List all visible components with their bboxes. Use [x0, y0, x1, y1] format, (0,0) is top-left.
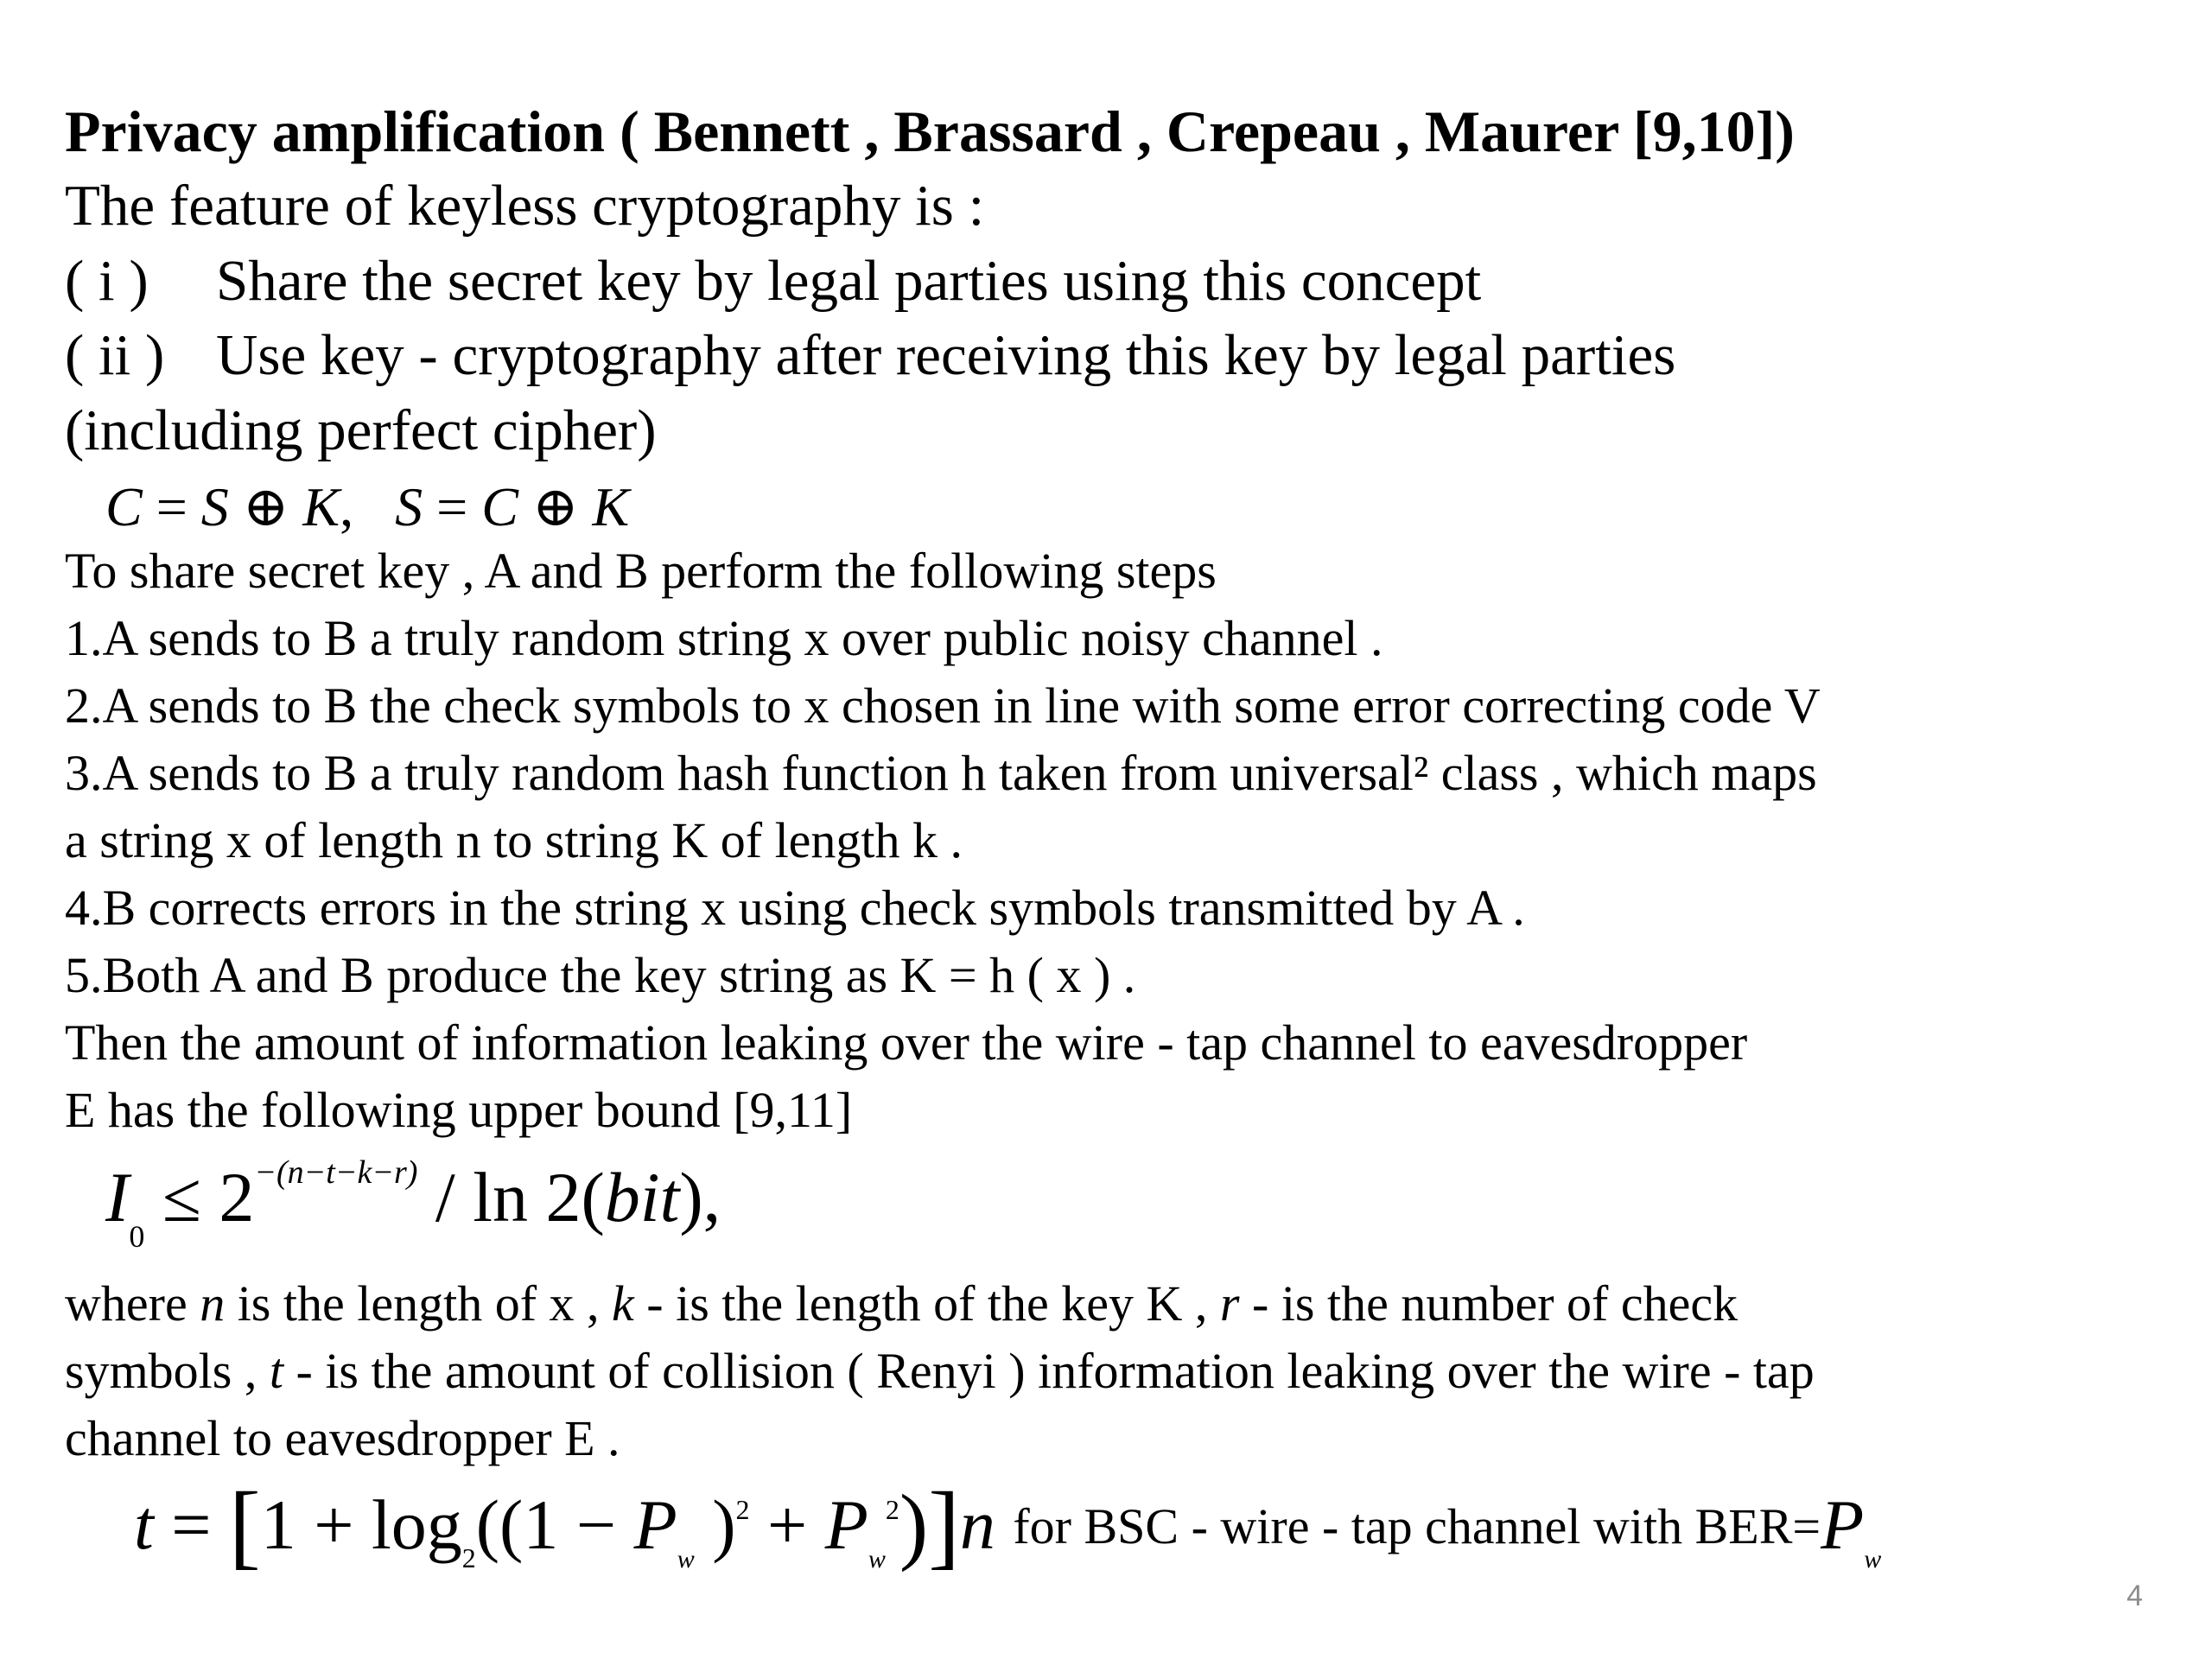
step-line: 3.A sends to B a truly random hash function h taken from universal² class , which maps: [65, 745, 1817, 801]
intro-line: The feature of keyless cryptography is :: [65, 174, 985, 238]
formula-eq: =: [171, 1485, 212, 1564]
cipher-formula: [105, 476, 630, 537]
formula-s2: S: [395, 476, 423, 537]
formula-p2: P: [824, 1485, 868, 1564]
formula-ln: / ln 2(: [417, 1158, 605, 1236]
list-item-text: Share the secret key by legal parties using this concept: [216, 249, 1482, 313]
where-line-1: [65, 1275, 1738, 1332]
formula-k2: K: [592, 476, 630, 537]
formula-plus2: +: [767, 1485, 808, 1564]
list-item-i: [65, 249, 1482, 313]
steps-intro: To share secret key , A and B perform the following steps: [65, 543, 1217, 599]
formula-c2: C: [481, 476, 518, 537]
step-line: 5.Both A and B produce the key string as K = h ( x ) .: [65, 947, 1136, 1003]
list-marker: ( ii ): [65, 323, 165, 387]
formula-square: 2: [735, 1494, 750, 1525]
formula-sub: 0: [129, 1219, 145, 1254]
list-item-text: Use key - cryptography after receiving this key by legal parties: [216, 323, 1676, 387]
text: is the length of x ,: [225, 1275, 613, 1332]
formula-le: ≤: [162, 1158, 201, 1236]
formula-plus: +: [314, 1485, 354, 1564]
list-marker: ( i ): [65, 249, 149, 313]
var-r: r: [1219, 1275, 1240, 1332]
formula-xor: ⊕: [242, 476, 289, 537]
text: - is the number of check: [1239, 1275, 1738, 1332]
paren-close: ): [899, 1477, 929, 1573]
formula-sep: ,: [340, 476, 354, 537]
formula-c: C: [105, 476, 143, 537]
slide-title: Privacy amplification ( Bennett , Brassard , Crepeau , Maurer [9,10]): [65, 99, 1795, 164]
where-line-2: [65, 1343, 1815, 1399]
leak-line-1: Then the amount of information leaking over the wire - tap channel to eavesdropper: [65, 1014, 1748, 1071]
text: - is the amount of collision ( Renyi ) information leaking over the wire - tap: [283, 1343, 1815, 1399]
formula-eq2: =: [436, 476, 468, 537]
formula-square2: 2: [885, 1494, 899, 1525]
formula-n: n: [959, 1485, 995, 1564]
formula-bit: bit: [604, 1158, 680, 1236]
formula-end: ),: [679, 1158, 721, 1236]
formula-w: w: [677, 1545, 695, 1573]
formula-eq: =: [156, 476, 188, 537]
formula-log: log: [371, 1485, 462, 1564]
formula-w3: w: [1864, 1545, 1882, 1573]
formula-log-base: 2: [461, 1542, 476, 1573]
formula-p: P: [633, 1485, 677, 1564]
formula-k: K: [302, 476, 340, 537]
formula-open: ((1: [475, 1485, 559, 1564]
page-number: 4: [2126, 1580, 2143, 1612]
list-item-ii: [65, 323, 1676, 387]
leak-line-2: E has the following upper bound [9,11]: [65, 1082, 853, 1138]
formula-one: 1: [260, 1485, 296, 1564]
text: where: [65, 1275, 200, 1332]
step-line: 1.A sends to B a truly random string x over public noisy channel .: [65, 610, 1383, 666]
bracket-close: ]: [928, 1472, 960, 1578]
formula-close: ): [712, 1485, 736, 1564]
formula-tail-text: for BSC - wire - tap channel with BER=: [1013, 1498, 1821, 1554]
step-line: a string x of length n to string K of length k .: [65, 812, 963, 868]
formula-base: 2: [219, 1158, 255, 1236]
var-n: n: [200, 1275, 226, 1332]
formula-minus: −: [575, 1485, 617, 1564]
bracket-open: [: [229, 1472, 261, 1578]
formula-p3: P: [1821, 1485, 1865, 1564]
formula-exp: −(n−t−k−r): [254, 1154, 418, 1191]
formula-xor2: ⊕: [531, 476, 579, 537]
text: symbols ,: [65, 1343, 270, 1399]
formula-s: S: [200, 476, 229, 537]
upper-bound-formula: [105, 1156, 721, 1252]
var-t: t: [269, 1343, 283, 1399]
formula-i: I: [105, 1158, 130, 1236]
where-line-3: channel to eavesdropper E .: [65, 1410, 620, 1466]
formula-t: t: [134, 1485, 154, 1564]
step-line: 4.B corrects errors in the string x using check symbols transmitted by A .: [65, 880, 1525, 936]
collision-formula: [134, 1472, 1882, 1578]
formula-w2: w: [868, 1545, 886, 1573]
step-line: 2.A sends to B the check symbols to x chosen in line with some error correcting code V: [65, 677, 1821, 734]
text: - is the length of the key K ,: [633, 1275, 1220, 1332]
including-line: (including perfect cipher): [65, 398, 657, 462]
var-k: k: [612, 1275, 634, 1332]
